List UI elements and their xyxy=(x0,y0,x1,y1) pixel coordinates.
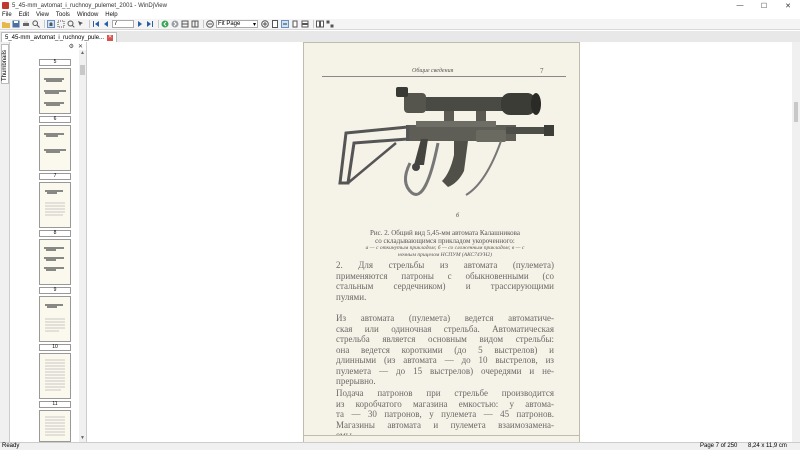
text-line: прерывно. xyxy=(336,376,376,386)
rifle-thumbnail-icon xyxy=(40,126,70,170)
sidebar-tab-strip xyxy=(0,42,10,442)
header-rule xyxy=(322,76,566,77)
zoom-in-icon[interactable] xyxy=(261,20,269,28)
thumbnails-tab-label: Thumbnails xyxy=(2,49,8,81)
text-line: длинными (из автомата — до 10 выстрелов, из xyxy=(336,355,554,365)
facing-pages-icon[interactable] xyxy=(316,20,324,28)
menu-tools[interactable]: Tools xyxy=(55,12,70,18)
document-scroll-thumb[interactable] xyxy=(794,102,798,122)
page-number-input[interactable] xyxy=(112,20,134,28)
toolbar-separator xyxy=(89,20,90,28)
close-tab-icon[interactable]: ✕ xyxy=(107,34,113,40)
search-icon[interactable] xyxy=(32,20,40,28)
toolbar-separator xyxy=(313,20,314,28)
thumbnail-page[interactable] xyxy=(39,296,71,342)
menu-bar xyxy=(0,11,800,19)
zoom-out-icon[interactable] xyxy=(206,20,214,28)
window-controls xyxy=(728,0,800,11)
menu-edit[interactable]: Edit xyxy=(18,12,30,18)
text-line: применяются патроны с обыкновенными (со xyxy=(336,270,554,281)
hand-tool-icon[interactable] xyxy=(47,20,55,28)
back-icon[interactable] xyxy=(161,20,169,28)
print-icon[interactable] xyxy=(22,20,30,28)
document-tab-label: 5_45-mm_avtomat_i_ruchnoy_pule... xyxy=(5,34,105,41)
scroll-up-icon[interactable]: ▲ xyxy=(80,50,85,56)
paragraph xyxy=(336,232,554,302)
text-thumbnail-icon xyxy=(40,411,70,441)
text-line: она ведется короткими (до 5 выстрелов) и xyxy=(336,344,554,355)
text-line: стальным сердечником) и трассирующими xyxy=(336,281,554,291)
document-page xyxy=(303,42,580,442)
page-size: 8,24 x 11,9 cm xyxy=(748,443,787,449)
pin-icon[interactable]: ⚙ xyxy=(68,43,74,50)
chevron-down-icon: ▾ xyxy=(252,21,256,28)
forward-icon[interactable] xyxy=(171,20,179,28)
maximize-button[interactable]: ☐ xyxy=(760,2,768,10)
window-title: 5_45-mm_avtomat_i_ruchnoy_pulemet_2001 - WinDjView xyxy=(12,2,167,9)
rifle-thumbnail-icon xyxy=(40,240,70,284)
text-line: 2. Для стрельбы из автомата (пулемета) xyxy=(336,260,554,270)
thumbnail-page[interactable] xyxy=(39,410,71,442)
thumbnail-page[interactable] xyxy=(39,182,71,228)
text-line: из коробчатого магазина емкостью: у автома- xyxy=(336,398,554,409)
close-button[interactable]: ✕ xyxy=(785,2,791,10)
continuous-icon[interactable] xyxy=(301,20,309,28)
menu-file[interactable]: File xyxy=(2,12,12,18)
minimize-button[interactable]: — xyxy=(736,2,744,9)
page-indicator: Page 7 of 250 xyxy=(700,443,738,449)
running-header: Общие сведения xyxy=(412,68,454,74)
select-icon[interactable] xyxy=(77,20,85,28)
last-page-icon[interactable] xyxy=(146,20,154,28)
toolbar-separator xyxy=(203,20,204,28)
document-scrollbar[interactable] xyxy=(792,42,800,442)
document-tab-bar xyxy=(0,31,800,42)
zoom-select[interactable] xyxy=(216,20,258,28)
thumbnail-scrollbar[interactable] xyxy=(79,50,86,442)
document-tab[interactable] xyxy=(1,32,117,42)
toolbar-separator xyxy=(158,20,159,28)
rifle-thumbnail-icon xyxy=(40,69,70,113)
display-mode-icon[interactable] xyxy=(326,20,334,28)
thumbnail-page[interactable] xyxy=(39,239,71,285)
zoom-rect-icon[interactable] xyxy=(67,20,75,28)
zoom-value: Fit Page xyxy=(218,21,241,27)
text-line: пулями. xyxy=(336,291,367,302)
page-number: 7 xyxy=(540,67,544,75)
rifle-thumbnail-icon xyxy=(40,297,70,341)
title-bar xyxy=(0,0,800,11)
page-header xyxy=(304,66,580,76)
thumbnails-tab[interactable] xyxy=(1,44,9,84)
close-pane-icon[interactable]: ✕ xyxy=(77,43,83,50)
select-text-icon[interactable] xyxy=(57,20,65,28)
thumbnail-label: 10 xyxy=(39,344,71,351)
thumbnail-page[interactable] xyxy=(39,353,71,399)
figure-letter: б xyxy=(456,213,460,219)
next-document-page xyxy=(303,435,580,442)
thumbnail-label: 5 xyxy=(39,59,71,66)
thumbnail-scroll-thumb[interactable] xyxy=(80,65,85,75)
caption-line: Рис. 2. Общий вид 5,45-мм автомата Калашникова xyxy=(369,229,521,237)
save-icon[interactable] xyxy=(12,20,20,28)
toolbar xyxy=(0,19,800,30)
open-icon[interactable] xyxy=(2,20,10,28)
thumbnail-label: 8 xyxy=(39,230,71,237)
text-line: та — 30 патронов, у пулемета — 45 патронов. xyxy=(336,409,554,419)
first-page-icon[interactable] xyxy=(92,20,100,28)
text-line: стрельба является основным видом стрельбы: xyxy=(336,334,554,344)
thumbnail-page[interactable] xyxy=(39,125,71,171)
menu-help[interactable]: Help xyxy=(105,12,118,18)
rotate-left-icon[interactable] xyxy=(181,20,189,28)
single-page-icon[interactable] xyxy=(291,20,299,28)
rotate-right-icon[interactable] xyxy=(191,20,199,28)
paragraph xyxy=(336,388,554,441)
prev-page-icon[interactable] xyxy=(102,20,110,28)
scroll-down-icon[interactable]: ▼ xyxy=(80,435,85,441)
thumbnail-label: 11 xyxy=(39,401,71,408)
thumbnail-label: 6 xyxy=(39,116,71,123)
caption-line: со складывающимся прикладом укороченного: xyxy=(375,237,515,245)
thumbnail-label: 9 xyxy=(39,287,71,294)
caption-line: а — с откинутым прикладом; б — со сложенным прикладом; в — с xyxy=(365,245,525,251)
thumbnail-label: 7 xyxy=(39,173,71,180)
rifle-thumbnail-icon xyxy=(40,183,70,227)
fit-page-icon[interactable] xyxy=(271,20,279,28)
toolbar-separator xyxy=(44,20,45,28)
app-icon xyxy=(2,2,9,9)
text-line: Из автомата (пулемета) ведется автоматиче- xyxy=(336,313,554,323)
thumbnail-pane-header xyxy=(10,42,86,50)
text-line: пулемета — до 15 выстрелов) очередями и не- xyxy=(336,365,554,376)
status-text: Ready xyxy=(2,443,20,449)
thumbnail-pane xyxy=(10,42,87,442)
rifle-illustration xyxy=(326,83,566,211)
thumbnail-page[interactable] xyxy=(39,68,71,114)
status-bar xyxy=(0,442,800,450)
document-viewer[interactable] xyxy=(88,42,792,442)
paragraph xyxy=(336,313,554,387)
next-page-icon[interactable] xyxy=(136,20,144,28)
caption-line: ночным прицелом НСПУМ (АКС74УН2) xyxy=(398,252,492,258)
text-line: ская или одиночная стрельба. Автоматическая xyxy=(336,323,554,334)
menu-window[interactable]: Window xyxy=(76,12,99,18)
text-thumbnail-icon xyxy=(40,354,70,398)
fit-width-icon[interactable] xyxy=(281,20,289,28)
text-line: Магазины автомата и пулемета взаимозамена- xyxy=(336,419,554,430)
menu-view[interactable]: View xyxy=(36,12,49,18)
text-line: Подача патронов при стрельбе производится xyxy=(336,388,554,398)
